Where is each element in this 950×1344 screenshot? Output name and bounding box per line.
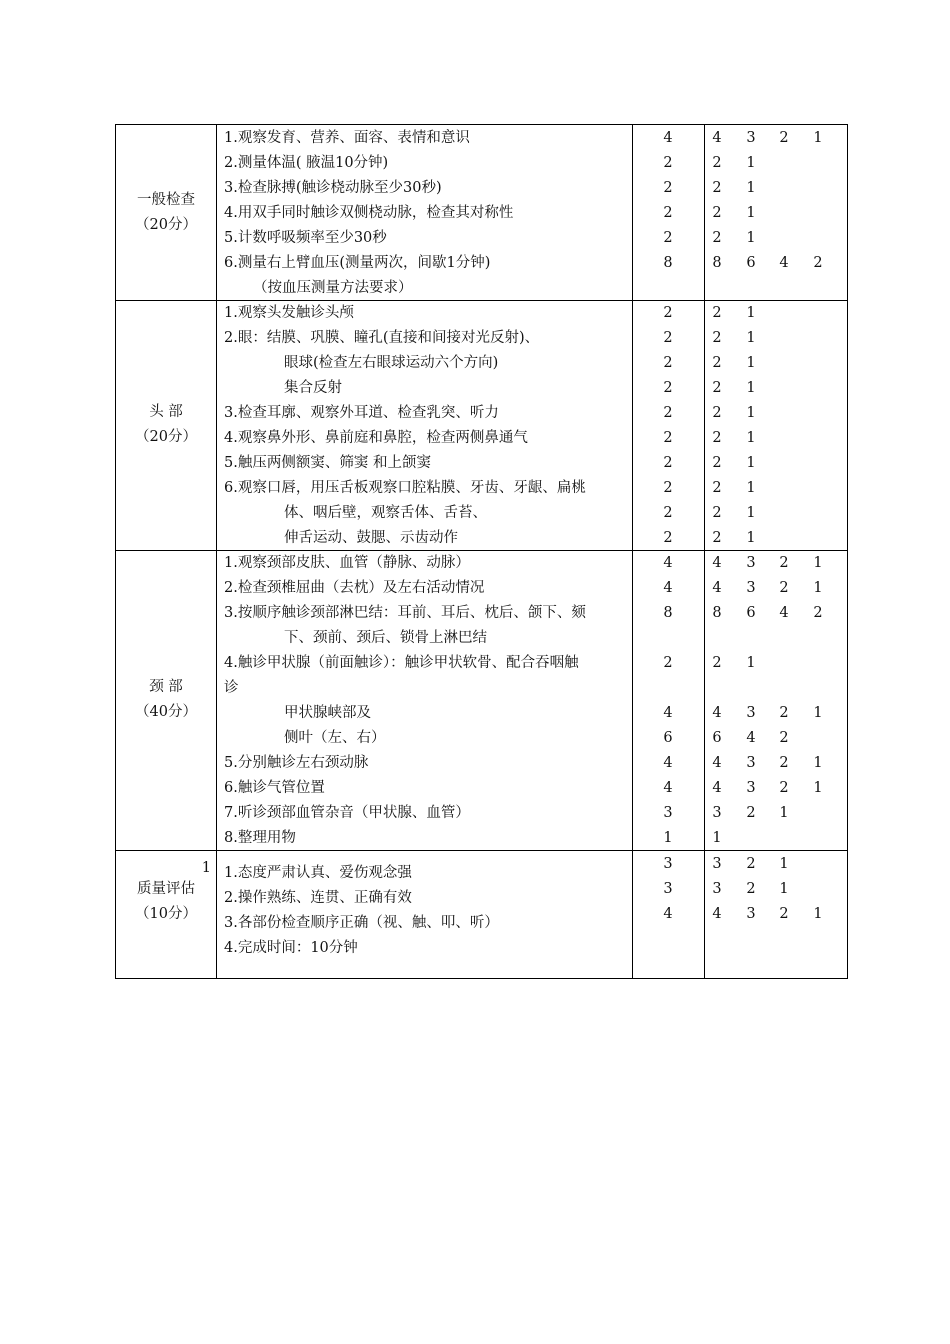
points-value: 2	[663, 430, 673, 446]
table-row	[116, 801, 847, 826]
category-label: 一般检查	[137, 192, 195, 208]
category-score: （40分）	[135, 704, 197, 720]
level-score: 3	[746, 780, 756, 796]
item-text: 4.触诊甲状腺（前面触诊）：触诊甲状软骨、配合吞咽触	[224, 655, 579, 671]
points-value: 3	[663, 881, 673, 897]
points-value: 2	[663, 205, 673, 221]
points-value: 2	[663, 305, 673, 321]
item-text: 5.分别触诊左右颈动脉	[224, 755, 369, 771]
table-row	[116, 501, 847, 526]
table-row	[116, 701, 847, 726]
points-value: 4	[663, 906, 673, 922]
level-score: 1	[746, 380, 756, 396]
table-row	[116, 751, 847, 776]
level-score: 2	[779, 705, 789, 721]
item-text: 6.测量右上臂血压(测量两次，间歇1分钟)	[224, 255, 491, 271]
item-text: 眼球(检查左右眼球运动六个方向)	[284, 355, 499, 371]
points-value: 4	[663, 780, 673, 796]
category-label: 质量评估	[137, 881, 195, 897]
table-row	[116, 626, 847, 651]
table-row	[116, 902, 847, 931]
table-row	[116, 776, 847, 801]
item-text: 诊	[224, 680, 239, 696]
level-score: 3	[746, 555, 756, 571]
level-score: 3	[712, 856, 722, 872]
level-score: 1	[813, 555, 823, 571]
table-row	[116, 426, 847, 451]
level-score: 2	[712, 205, 722, 221]
points-value: 2	[663, 155, 673, 171]
points-value: 8	[663, 605, 673, 621]
level-score: 4	[712, 555, 722, 571]
level-score: 2	[712, 430, 722, 446]
level-score: 3	[746, 705, 756, 721]
item-text: 1.观察颈部皮肤、血管（静脉、动脉）	[224, 555, 470, 571]
level-score: 1	[813, 580, 823, 596]
item-text: 4.观察鼻外形、鼻前庭和鼻腔，检查两侧鼻通气	[224, 430, 528, 446]
points-value: 2	[663, 180, 673, 196]
table-row	[116, 601, 847, 626]
points-value: 4	[663, 705, 673, 721]
level-score: 1	[746, 330, 756, 346]
level-score: 1	[746, 455, 756, 471]
level-score: 2	[746, 805, 756, 821]
level-score: 2	[712, 505, 722, 521]
level-score: 3	[712, 805, 722, 821]
points-value: 2	[663, 655, 673, 671]
level-score: 2	[712, 330, 722, 346]
level-score: 6	[746, 255, 756, 271]
table-row	[116, 651, 847, 676]
level-score: 3	[712, 881, 722, 897]
category-label: 颈 部	[149, 679, 183, 695]
category-score: （20分）	[135, 217, 197, 233]
item-text: 8.整理用物	[224, 830, 296, 846]
level-score: 4	[746, 730, 756, 746]
points-value: 2	[663, 355, 673, 371]
points-value: 2	[663, 505, 673, 521]
level-score: 2	[712, 355, 722, 371]
table-row	[116, 726, 847, 751]
table-row	[116, 151, 847, 176]
level-score: 4	[712, 705, 722, 721]
points-value: 3	[663, 856, 673, 872]
level-score: 2	[712, 305, 722, 321]
level-score: 2	[779, 130, 789, 146]
level-score: 1	[813, 780, 823, 796]
points-value: 2	[663, 480, 673, 496]
item-text: 2.操作熟练、连贯、正确有效	[224, 890, 412, 906]
table-row	[116, 276, 847, 301]
level-score: 2	[779, 730, 789, 746]
level-score: 1	[746, 230, 756, 246]
level-score: 2	[779, 755, 789, 771]
level-score: 6	[746, 605, 756, 621]
level-score: 4	[712, 580, 722, 596]
level-score: 1	[813, 906, 823, 922]
table-row	[116, 826, 847, 851]
points-value: 2	[663, 455, 673, 471]
item-text: 下、颈前、颈后、锁骨上淋巴结	[284, 630, 487, 646]
item-text: 1.态度严肃认真、爱伤观念强	[224, 865, 412, 881]
level-score: 4	[712, 130, 722, 146]
table-row	[116, 351, 847, 376]
item-text: 2.测量体温( 腋温10分钟)	[224, 155, 389, 171]
level-score: 4	[712, 906, 722, 922]
level-score: 2	[712, 405, 722, 421]
table-row	[116, 476, 847, 501]
level-score: 3	[746, 130, 756, 146]
level-score: 2	[712, 530, 722, 546]
level-score: 2	[712, 480, 722, 496]
points-value: 4	[663, 130, 673, 146]
points-value: 2	[663, 230, 673, 246]
item-text: 3.各部份检查顺序正确（视、触、叩、听）	[224, 915, 499, 931]
level-score: 1	[746, 480, 756, 496]
item-text: 4.完成时间：10分钟	[224, 940, 358, 956]
level-score: 2	[712, 230, 722, 246]
table-row	[116, 176, 847, 201]
item-text: 7.听诊颈部血管杂音（甲状腺、血管）	[224, 805, 470, 821]
item-text: 体、咽后壁，观察舌体、舌苔、	[284, 505, 487, 521]
points-value: 4	[663, 555, 673, 571]
table-row	[116, 401, 847, 426]
table-row	[116, 877, 847, 906]
level-score: 2	[779, 580, 789, 596]
level-score: 1	[746, 530, 756, 546]
points-value: 1	[663, 830, 673, 846]
table-row	[116, 936, 847, 961]
item-text: （按血压测量方法要求）	[253, 280, 413, 296]
level-score: 2	[712, 455, 722, 471]
level-score: 2	[746, 856, 756, 872]
level-score: 4	[712, 755, 722, 771]
points-value: 4	[663, 755, 673, 771]
level-score: 3	[746, 906, 756, 922]
table-row	[116, 576, 847, 601]
points-value: 2	[663, 330, 673, 346]
item-text: 3.按顺序触诊颈部淋巴结：耳前、耳后、枕后、颌下、颏	[224, 605, 586, 621]
level-score: 4	[779, 255, 789, 271]
level-score: 8	[712, 605, 722, 621]
level-score: 2	[712, 180, 722, 196]
level-score: 2	[813, 255, 823, 271]
level-score: 1	[746, 655, 756, 671]
level-score: 1	[746, 180, 756, 196]
item-text: 6.触诊气管位置	[224, 780, 325, 796]
level-score: 1	[779, 805, 789, 821]
level-score: 2	[779, 906, 789, 922]
item-text: 1.观察发育、营养、面容、表情和意识	[224, 130, 470, 146]
level-score: 6	[712, 730, 722, 746]
table-row	[116, 676, 847, 701]
item-text: 2.检查颈椎屈曲（去枕）及左右活动情况	[224, 580, 485, 596]
item-text: 1.观察头发触诊头颅	[224, 305, 354, 321]
level-score: 1	[779, 881, 789, 897]
item-text: 集合反射	[284, 380, 342, 396]
item-text: 侧叶（左、右）	[284, 730, 386, 746]
level-score: 2	[746, 881, 756, 897]
level-score: 2	[779, 555, 789, 571]
section-mark: 1	[201, 860, 211, 876]
level-score: 3	[746, 755, 756, 771]
category-score: （20分）	[135, 429, 197, 445]
category-label: 头 部	[149, 404, 183, 420]
table-row	[116, 526, 847, 551]
item-text: 3.检查脉搏(触诊桡动脉至少30秒)	[224, 180, 442, 196]
table-row	[116, 451, 847, 476]
level-score: 1	[746, 505, 756, 521]
table-row	[116, 326, 847, 351]
level-score: 1	[712, 830, 722, 846]
level-score: 2	[712, 380, 722, 396]
table-row	[116, 376, 847, 401]
level-score: 8	[712, 255, 722, 271]
item-text: 3.检查耳廓、观察外耳道、检查乳突、听力	[224, 405, 499, 421]
table-row	[116, 301, 847, 326]
points-value: 8	[663, 255, 673, 271]
points-value: 4	[663, 580, 673, 596]
level-score: 2	[813, 605, 823, 621]
table-row	[116, 226, 847, 251]
level-score: 1	[813, 755, 823, 771]
item-text: 4.用双手同时触诊双侧桡动脉，检查其对称性	[224, 205, 514, 221]
level-score: 1	[746, 355, 756, 371]
points-value: 2	[663, 380, 673, 396]
table-row	[116, 551, 847, 576]
category-score: （10分）	[135, 906, 197, 922]
level-score: 1	[779, 856, 789, 872]
points-value: 3	[663, 805, 673, 821]
level-score: 1	[813, 705, 823, 721]
level-score: 1	[746, 430, 756, 446]
item-text: 6.观察口唇，用压舌板观察口腔粘膜、牙齿、牙龈、扁桃	[224, 480, 586, 496]
table-row	[116, 852, 847, 881]
item-text: 2.眼：结膜、巩膜、瞳孔(直接和间接对光反射)、	[224, 330, 540, 346]
item-text: 甲状腺峡部及	[284, 705, 371, 721]
level-score: 1	[813, 130, 823, 146]
level-score: 1	[746, 155, 756, 171]
points-value: 2	[663, 530, 673, 546]
level-score: 2	[712, 155, 722, 171]
table-row	[116, 251, 847, 276]
level-score: 3	[746, 580, 756, 596]
table-row	[116, 201, 847, 226]
level-score: 2	[779, 780, 789, 796]
points-value: 2	[663, 405, 673, 421]
level-score: 1	[746, 305, 756, 321]
level-score: 4	[779, 605, 789, 621]
scoring-table	[115, 124, 848, 979]
item-text: 5.计数呼吸频率至少30秒	[224, 230, 387, 246]
level-score: 2	[712, 655, 722, 671]
level-score: 4	[712, 780, 722, 796]
level-score: 1	[746, 205, 756, 221]
points-value: 6	[663, 730, 673, 746]
level-score: 1	[746, 405, 756, 421]
table-row	[116, 126, 847, 151]
item-text: 伸舌运动、鼓腮、示齿动作	[284, 530, 458, 546]
item-text: 5.触压两侧额窦、筛窦 和上颌窦	[224, 455, 431, 471]
